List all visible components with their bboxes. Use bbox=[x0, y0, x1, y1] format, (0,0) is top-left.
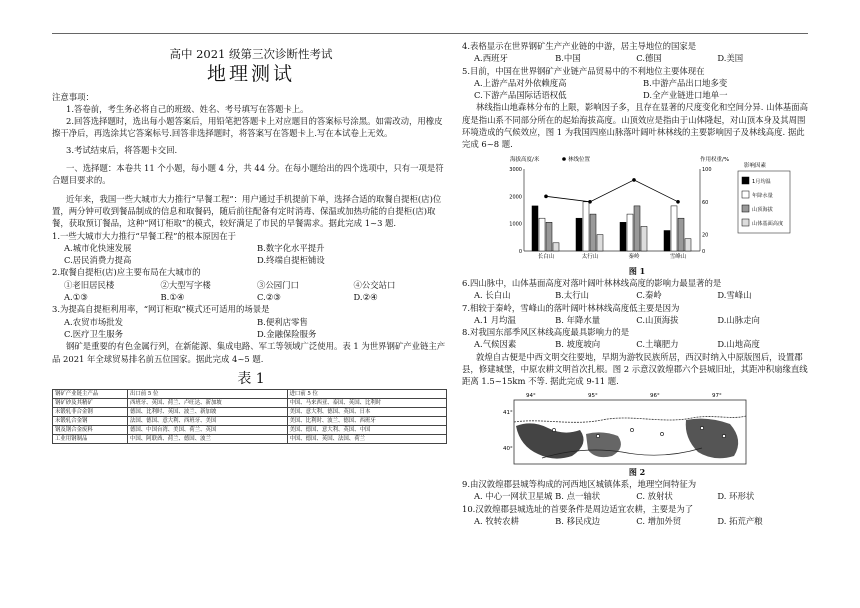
legend-swatch bbox=[742, 191, 749, 198]
lon-label: 96° bbox=[650, 392, 660, 399]
question-sub-items bbox=[52, 279, 450, 291]
y-axis-right-label: 作用权重/% bbox=[700, 156, 730, 163]
bar bbox=[583, 201, 589, 250]
option-b: B. 年降水量 bbox=[555, 314, 601, 325]
bar bbox=[634, 206, 640, 251]
table-cell: 德国、比利时、英国、波兰、新加坡 bbox=[128, 408, 288, 417]
bar bbox=[553, 242, 559, 250]
option-d: D.终端自提柜铺设 bbox=[257, 255, 325, 266]
bar bbox=[664, 230, 670, 251]
table-title: 表 1 bbox=[237, 370, 265, 387]
option-d: D.②④ bbox=[353, 292, 378, 303]
option-d: D. 环形状 bbox=[717, 491, 755, 502]
treeline-point bbox=[544, 194, 548, 198]
question-options bbox=[52, 291, 450, 303]
county-site-marker bbox=[660, 432, 663, 435]
option-b: B. 坡度坡向 bbox=[555, 339, 601, 350]
subject-title: 地理测试 bbox=[206, 63, 295, 86]
legend-label: 山体基面高度 bbox=[752, 220, 784, 227]
bar bbox=[590, 214, 596, 251]
table-cell: 未锻轧非合金钢 bbox=[53, 408, 128, 417]
table-cell: 未锻轧合金钢 bbox=[53, 417, 128, 426]
county-site-marker bbox=[596, 434, 599, 437]
table-row bbox=[53, 426, 447, 435]
x-tick-label: 长白山 bbox=[537, 253, 555, 260]
passage-1: 近年来，我国一些大城市大力推行“早餐工程”：用户通过手机提前下单，选择合适的取餐自提柜(店)位置，两分钟可收到餐品制成的信息和取餐码，随后前往配备有定时消毒、保温或加热功能的自提柜(店)取餐，获取预订餐品，这种“网订柜取”的模式，较好满足了市民的早餐需求。据此完成 1~3 题. bbox=[52, 193, 442, 229]
lon-label: 94° bbox=[526, 392, 536, 399]
y-tick-label-left: 3000 bbox=[509, 166, 522, 173]
passage-3: 林线指山地森林分布的上限，影响因子多，且存在显著的尺度变化和空间分异. 山体基面高度是指山系不同部分所在的起始海拔高度。山顶效应是指由于山体隆起，对山顶本身及其周围环境造成的气候效应，图 1 为我国四座山脉落叶阔叶林林线的主要影响因子及林线高度. 据此完成 6~8 题. bbox=[462, 102, 808, 150]
option-c: C.秦岭 bbox=[636, 290, 662, 301]
option-b: B.①④ bbox=[160, 292, 185, 303]
table-cell: 美国、意大利、德国、英国、日本 bbox=[287, 408, 447, 417]
table-header: 出口前 5 位 bbox=[128, 390, 288, 399]
option-c: C.居民消费力提高 bbox=[64, 255, 132, 266]
table-row bbox=[53, 417, 447, 426]
bar bbox=[678, 218, 684, 251]
legend-swatch bbox=[742, 177, 749, 184]
bar bbox=[532, 206, 538, 251]
x-tick-label: 秦岭 bbox=[628, 253, 640, 260]
table-header-row bbox=[53, 390, 447, 399]
bar bbox=[641, 226, 647, 251]
option-a: A.1 月均温 bbox=[474, 314, 516, 325]
y-tick-label-left: 1000 bbox=[509, 221, 522, 228]
question-options bbox=[52, 316, 450, 341]
y-tick-label-left: 2000 bbox=[509, 194, 522, 201]
exam-title: 高中 2021 级第三次诊断性考试 bbox=[169, 47, 333, 61]
figure-1-caption: 图 1 bbox=[628, 265, 646, 276]
option-a: A. 牧转农耕 bbox=[474, 515, 519, 526]
notice-item-2: 2.回答选择题时，选出每小题答案后，用铅笔把答题卡上对应题目的答案标号涂黑。如需改动，用橡皮擦干净后，再选涂其它答案标号.回答非选择题时，将答案写在答题卡上.写在本试卷上无效。 bbox=[52, 116, 443, 139]
option-b: B.数字化水平提升 bbox=[257, 242, 325, 253]
option-d: D.山脉走向 bbox=[717, 314, 760, 325]
option-a: A.气候因素 bbox=[474, 339, 517, 350]
bar bbox=[539, 218, 545, 251]
table-cell: 美国、德国、意大利、英国、中国 bbox=[287, 426, 447, 435]
question-stem: 4.表格显示在世界钢矿生产产业链的中游，居主导地位的国家是 bbox=[462, 41, 697, 51]
notice-item-1: 1.答卷前，考生务必将自己的班级、姓名、考号填写在答题卡上。 bbox=[66, 103, 309, 114]
option-c: C.山顶海拔 bbox=[636, 314, 679, 325]
treeline-point bbox=[588, 200, 592, 204]
county-site-marker bbox=[722, 434, 725, 437]
option-b: B.太行山 bbox=[555, 290, 590, 301]
option-c: C. 放射状 bbox=[636, 491, 673, 502]
option-d: D.金融保险服务 bbox=[257, 328, 317, 339]
option-c: C.医疗卫生服务 bbox=[64, 328, 124, 339]
table-cell: 中国、德国、英国、法国、荷兰 bbox=[287, 435, 447, 444]
table-row bbox=[53, 408, 447, 417]
passage-4: 敦煌自古便是中西文明交往要地，早期为游牧民族所居，西汉时纳入中原版图后，设置郡县，修建城堡，中原农耕文明首次扎根。图 2 示意汉敦煌郡六个县城旧址，其距冲积扇缘直线距离 1.5~15km 不等. 据此完成 9-11 题. bbox=[462, 351, 808, 387]
county-site-marker bbox=[630, 428, 633, 431]
table-cell: 德国、中国台湾、美国、荷兰、英国 bbox=[128, 426, 288, 435]
table-cell: 钢及钢合金废料 bbox=[53, 426, 128, 435]
option-d: D.全产业链进口地单一 bbox=[643, 90, 728, 101]
option-c: C.②③ bbox=[257, 292, 281, 303]
sub-item: ②大型写字楼 bbox=[160, 279, 211, 290]
option-a: A. 中心一网状卫星城 bbox=[474, 491, 553, 502]
y-tick-label-right: 60 bbox=[702, 199, 709, 206]
notice-item-3: 3.考试结束后，将答题卡交回. bbox=[66, 144, 178, 155]
question-stem: 5.目前，中国在世界钢矿产业链产品贸易中的不利地位主要体现在 bbox=[462, 65, 705, 76]
question-options bbox=[52, 242, 450, 267]
question-stem: 1.一些大城市大力推行“早餐工程”的根本原因在于 bbox=[52, 230, 237, 241]
question-options bbox=[462, 77, 812, 102]
question-options bbox=[462, 314, 812, 326]
option-c: C.德国 bbox=[636, 53, 662, 64]
top-rule bbox=[52, 33, 808, 34]
sub-item: ④公交站口 bbox=[353, 279, 396, 290]
question-stem: 6.四山脉中，山体基面高度对落叶阔叶林林线高度的影响力最显著的是 bbox=[462, 277, 722, 288]
table-cell: 法国、德国、意大利、西班牙、美国 bbox=[128, 417, 288, 426]
legend-swatch bbox=[742, 219, 749, 226]
y-axis-left-label: 海拔高度/米 bbox=[510, 156, 540, 163]
option-a: A.西班牙 bbox=[474, 53, 508, 64]
option-a: A. 长白山 bbox=[474, 290, 511, 301]
option-a: A.上游产品对外依赖度高 bbox=[474, 77, 567, 88]
option-a: A.①③ bbox=[64, 292, 88, 303]
option-b: B. 点一轴状 bbox=[555, 491, 601, 502]
section-intro: 一、选择题：本卷共 11 个小题，每小题 4 分，共 44 分。在每小题给出的四个选项中，只有一项是符合题目要求的。 bbox=[52, 163, 444, 186]
question-stem: 9.由汉敦煌郡县城等构成的河西地区城镇体系，地理空间特征为 bbox=[462, 478, 697, 489]
table-cell: 中国、马来西亚、泰国、英国、比利时 bbox=[287, 399, 447, 408]
figure-2-map bbox=[502, 390, 752, 466]
question-options bbox=[462, 338, 812, 350]
table-row bbox=[53, 435, 447, 444]
county-site-marker bbox=[700, 426, 703, 429]
sub-item: ①老旧居民楼 bbox=[64, 279, 115, 290]
figure-2-caption: 图 2 bbox=[628, 466, 646, 477]
bar bbox=[627, 214, 633, 251]
y-tick-label-left: 0 bbox=[518, 248, 522, 255]
lat-label: 41° bbox=[503, 409, 513, 416]
table-cell: 钢矿砂及其精矿 bbox=[53, 399, 128, 408]
table-cell: 美国、比利时、波兰、德国、西班牙 bbox=[287, 417, 447, 426]
lat-label: 40° bbox=[503, 445, 513, 452]
question-stem: 2.取餐自提柜(店)应主要布局在大城市的 bbox=[52, 267, 201, 278]
bar bbox=[576, 218, 582, 251]
question-stem: 10.汉敦煌郡县城选址的首要条件是周边适宜农耕，主要是为了 bbox=[462, 503, 694, 514]
lon-label: 95° bbox=[588, 392, 598, 399]
legend-label: 山顶海拔 bbox=[752, 206, 773, 213]
table-cell: 西班牙、英国、荷兰、卢旺达、新加坡 bbox=[128, 399, 288, 408]
option-c: C. 增加外贸 bbox=[636, 515, 682, 526]
option-a: A.农贸市场批发 bbox=[64, 316, 123, 327]
option-b: B. 移民戍边 bbox=[555, 515, 601, 526]
treeline-line bbox=[546, 180, 678, 202]
county-site-marker bbox=[552, 428, 555, 431]
option-d: D.山地高度 bbox=[717, 339, 760, 350]
question-stem: 7.相较于秦岭，雪峰山的落叶阔叶林林线高度低主要是因为 bbox=[462, 302, 680, 313]
bar bbox=[620, 222, 626, 251]
right-column bbox=[462, 40, 812, 527]
notice-heading: 注意事项： bbox=[52, 91, 94, 102]
table-row bbox=[53, 399, 447, 408]
option-c: C.下游产品国际话语权低 bbox=[474, 90, 567, 101]
left-column bbox=[52, 40, 450, 444]
option-c: C.土壤肥力 bbox=[636, 339, 679, 350]
bar bbox=[685, 238, 691, 250]
table-header: 钢矿产业链主产品 bbox=[53, 390, 128, 399]
question-options bbox=[462, 289, 812, 301]
table-cell: 工业用钢制品 bbox=[53, 435, 128, 444]
legend-line-label: 林线位置 bbox=[568, 156, 591, 163]
question-options bbox=[462, 52, 812, 64]
x-tick-label: 太行山 bbox=[581, 253, 599, 260]
option-a: A.城市化快速发展 bbox=[64, 242, 132, 253]
legend-title: 影响因素 bbox=[744, 162, 767, 169]
x-tick-label: 雪峰山 bbox=[669, 253, 687, 260]
table-cell: 中国、阿联酋、荷兰、德国、波兰 bbox=[128, 435, 288, 444]
legend-line-marker bbox=[562, 157, 566, 161]
bar bbox=[546, 222, 552, 251]
question-options bbox=[462, 490, 812, 502]
y-tick-label-right: 0 bbox=[702, 248, 706, 255]
option-d: D.美国 bbox=[717, 53, 744, 64]
lon-label: 97° bbox=[712, 392, 722, 399]
y-tick-label-right: 20 bbox=[702, 232, 709, 239]
y-tick-label-right: 100 bbox=[702, 166, 712, 173]
question-stem: 8.对我国东部季风区林线高度最具影响力的是 bbox=[462, 327, 630, 338]
option-d: D. 拓荒产粮 bbox=[717, 515, 763, 526]
question-options bbox=[462, 515, 812, 527]
option-b: B.中游产品出口地多变 bbox=[643, 77, 728, 88]
option-d: D.雪峰山 bbox=[717, 290, 752, 301]
figure-1-chart bbox=[502, 153, 792, 265]
treeline-point bbox=[676, 200, 680, 204]
option-b: B.中国 bbox=[555, 53, 581, 64]
table-header: 进口前 5 位 bbox=[287, 390, 447, 399]
bar bbox=[597, 234, 603, 250]
question-stem: 3.为提高自提柜利用率，“网订柜取”模式还可适用的场景是 bbox=[52, 304, 270, 315]
option-b: B.便利店零售 bbox=[257, 316, 308, 327]
legend-label: 1月均温 bbox=[752, 178, 771, 185]
legend-swatch bbox=[742, 205, 749, 212]
passage-2: 钢矿是重要的有色金属行列，在新能源、集成电路、军工等领域广泛使用。表 1 为世界钢矿产业链主产品 2021 年全球贸易排名前五位国家。据此完成 4~5 题. bbox=[52, 341, 446, 364]
legend-label: 年降水量 bbox=[752, 192, 773, 199]
bar bbox=[671, 206, 677, 251]
treeline-point bbox=[632, 178, 636, 182]
trade-table bbox=[52, 389, 447, 444]
sub-item: ③公园门口 bbox=[257, 279, 299, 290]
